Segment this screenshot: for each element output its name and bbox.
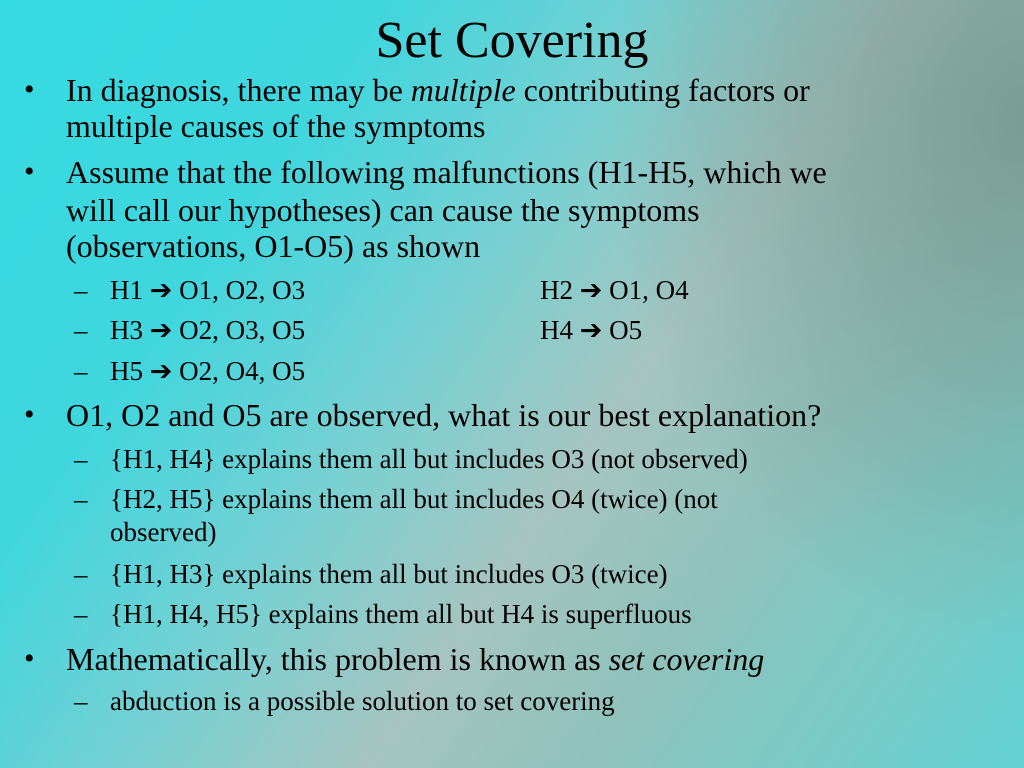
explanation-item: {H1, H4} explains them all but includes O3 (not observed): [110, 444, 748, 474]
bullet-1-line-2: multiple causes of the symptoms: [66, 108, 486, 144]
bullet-1-text-post: contributing factors or: [523, 72, 810, 108]
mapping-left: H1 ➔ O1, O2, O3: [110, 275, 306, 305]
bullet-2-line-2: will call our hypotheses) can cause the symptoms: [66, 192, 700, 228]
bullet-2-line-3: (observations, O1-O5) as shown: [66, 228, 481, 264]
explanation-item: {H1, H4, H5} explains them all but H4 is superfluous: [110, 599, 692, 629]
dash-marker: –: [74, 484, 88, 514]
explanation-item-continued: observed): [110, 517, 217, 547]
mapping-left: H3 ➔ O2, O3, O5: [110, 315, 306, 345]
dash-marker: –: [74, 599, 88, 629]
bullet-3-text: O1, O2 and O5 are observed, what is our best explanation?: [66, 397, 822, 433]
bullet-1-line-1: [66, 72, 810, 108]
bullet-marker: •: [24, 398, 35, 431]
dash-marker: –: [74, 275, 88, 305]
explanation-item: {H1, H3} explains them all but includes O3 (twice): [110, 559, 668, 589]
dash-marker: –: [74, 686, 88, 716]
slide-title: Set Covering: [375, 12, 649, 69]
bullet-marker: •: [24, 73, 35, 106]
bullet-4-subtext: abduction is a possible solution to set covering: [110, 686, 615, 716]
dash-marker: –: [74, 356, 88, 386]
mapping-right: H4 ➔ O5: [540, 315, 643, 345]
bullet-marker: •: [24, 642, 35, 675]
bullet-1-text-pre: In diagnosis, there may be: [66, 72, 403, 108]
dash-marker: –: [74, 315, 88, 345]
bullet-4-text-pre: Mathematically, this problem is known as: [66, 641, 601, 677]
explanation-item: {H2, H5} explains them all but includes O4 (twice) (not: [110, 484, 718, 514]
dash-marker: –: [74, 444, 88, 474]
bullet-4-text: [66, 641, 764, 677]
bullet-1-text-emphasis: multiple: [410, 72, 516, 108]
bullet-2-line-1: Assume that the following malfunctions (H1-H5, which we: [66, 154, 827, 190]
bullet-4-text-emphasis: set covering: [608, 641, 765, 677]
dash-marker: –: [74, 559, 88, 589]
mapping-left: H5 ➔ O2, O4, O5: [110, 356, 306, 386]
mapping-right: H2 ➔ O1, O4: [540, 275, 689, 305]
bullet-marker: •: [24, 155, 35, 188]
